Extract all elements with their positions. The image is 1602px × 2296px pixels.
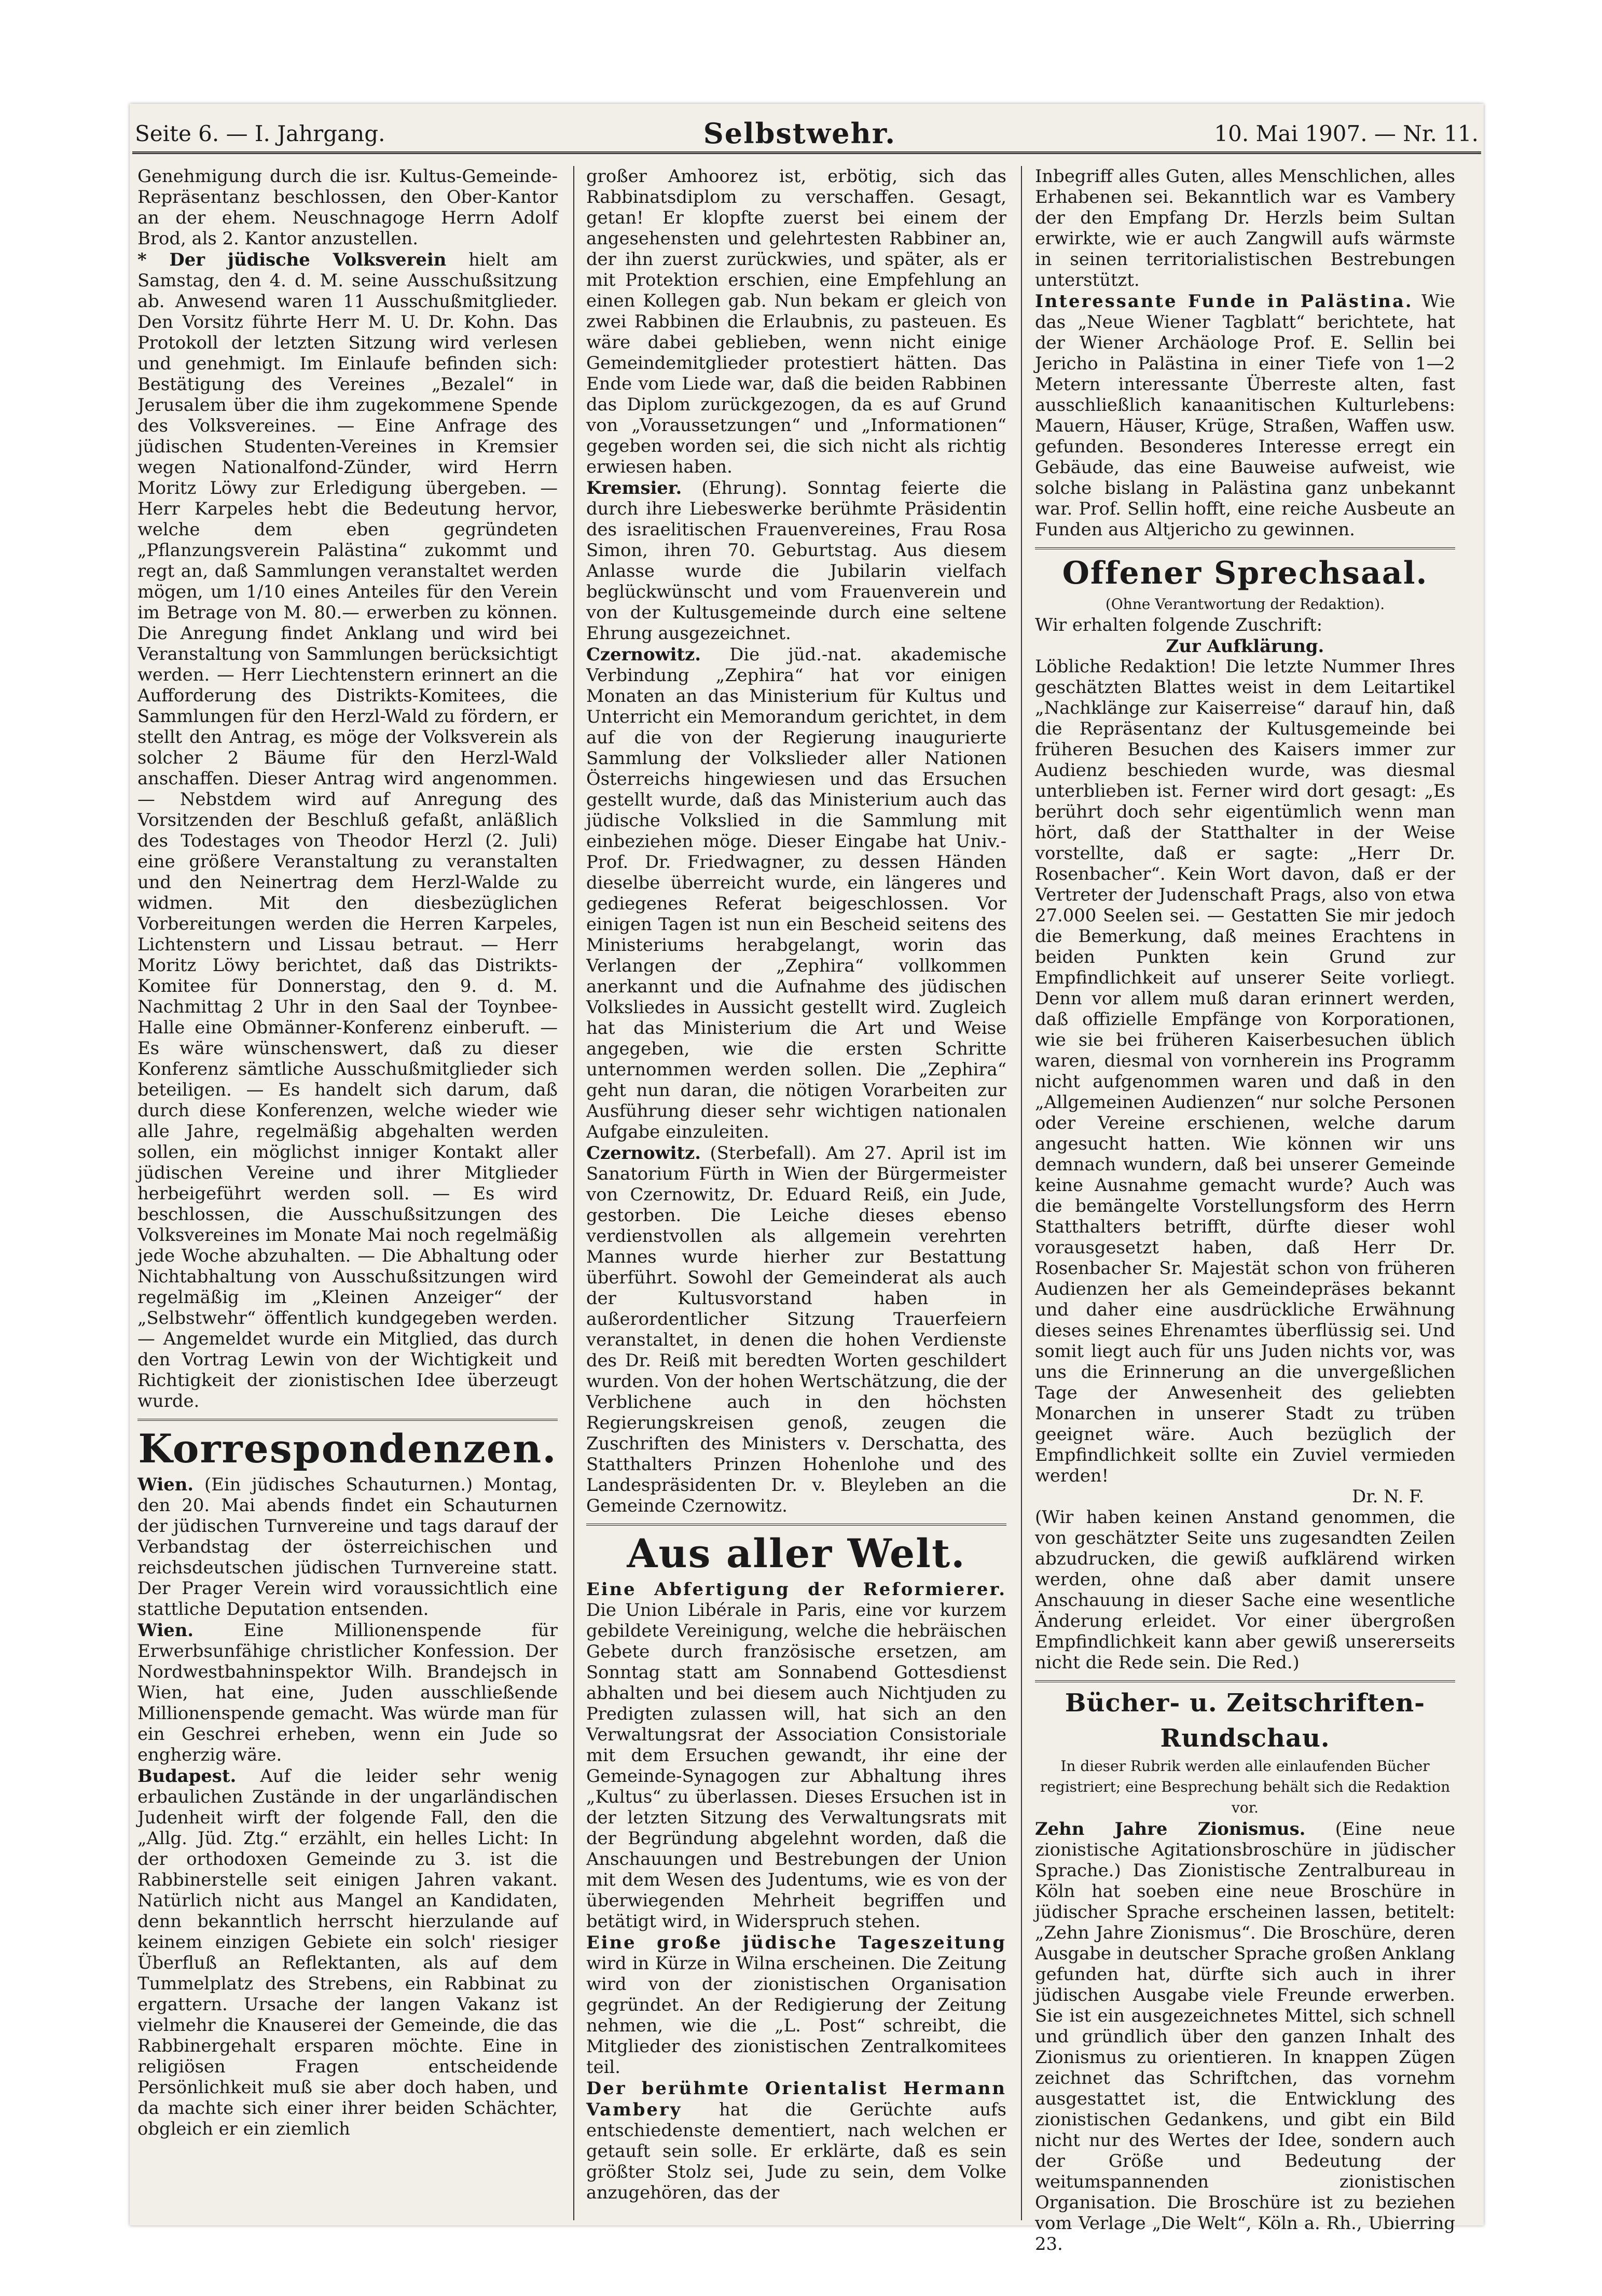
article-czernowitz-zephira xyxy=(586,644,1006,1142)
subtitle-sterbefall: (Sterbefall). xyxy=(710,1143,817,1163)
masthead-date-issue: 10. Mai 1907. — Nr. 11. xyxy=(1214,120,1479,146)
masthead-rule xyxy=(132,151,1481,154)
letter-title: Zur Aufklärung. xyxy=(1166,635,1324,656)
text-funde: Wie das „Neue Wiener Tagblatt“ berichtete, hat der Wiener Archäologe Prof. E. Sellin bei Jericho in Palästina in einer Tiefe von 1—2 Metern interessante Überreste alten, fast ausschließlich kanaanitischen Kulturlebens: Mauern, Häuser, Krüge, Straßen, Waffen usw. gefunden. Besonderes Interesse erregt ein Gebäude, das eine Bauweise aufweist, wie solche bislang in Palästina ganz unbekannt war. Prof. Sellin hofft, eine reiche Ausbeute an Funden aus Altjericho zu gewinnen. xyxy=(1035,291,1456,540)
letter-body: Löbliche Redaktion! Die letzte Nummer Ihres geschätzten Blattes weist in dem Leitartikel „Nachklänge zur Kaiserreise“ darauf hin, daß die Repräsentanz der Kultusgemeinde bei früheren Besuchen des Kaisers immer zur Audienz beschieden wurde, was diesmal unterblieben ist. Ferner wird dort gesagt: „Es berührt doch sehr eigentümlich wenn man hört, daß der Statthalter in der Weise vorstellte, daß er sagte: „Herr Dr. Rosenbacher“. Kein Wort davon, daß er der Vertreter der Judenschaft Prags, also von etwa 27.000 Seelen sei. — Gestatten Sie mir jedoch die Bemerkung, daß meines Erachtens in beiden Punkten kein Grund zur Empfindlichkeit auf unserer Seite vorliegt. Denn vor allem muß daran erinnert werden, daß offizielle Empfänge von Korporationen, wie sie bei früheren Kaiserbesuchen üblich waren, diesmal von vornherein ins Programm nicht aufgenommen waren und daß in den „Allgemeinen Audienzen“ nur solche Personen oder Vereine erschienen, welche darum angesucht hatten. Wie können wir uns demnach wundern, daß bei unserer Gemeinde keine Ausnahme gemacht wurde? Auch was die bemängelte Vorstellungsform des Herrn Statthalters betrifft, dürfte dieser wohl vorausgesetzt haben, daß Herr Dr. Rosenbacher Sr. Majestät schon von früheren Audienzen her als Gemeindepräses bekannt und daher eine ausdrückliche Erwähnung dieses seines Ehrenamtes überflüssig sei. Und somit liegt auch für uns Juden nichts vor, was uns die Erinnerung an die unvergeßlichen Tage der Anwesenheit des geliebten Monarchen in unserer Stadt zu trüben geeignet wäre. Auch bezüglich der Empfindlichkeit sollte ein Zuviel vermieden werden! xyxy=(1035,656,1455,1486)
article-wien-schauturnen xyxy=(137,1474,558,1620)
column-2 xyxy=(586,166,1006,2203)
column-1 xyxy=(137,166,558,2139)
subtitle-schauturnen: (Ein jüdisches Schauturnen.) xyxy=(204,1474,473,1495)
column-3 xyxy=(1035,166,1455,2254)
text-kremsier: Sonntag feierte die durch ihre Liebeswerke berühmte Präsidentin des israelitischen Frauenvereines, Frau Rosa Simon, ihren 70. Geburtstag. Aus diesem Anlasse wurde die Jubilarin vielfach beglückwünscht und vom Frauenverein und von der Kultusgemeinde durch eine seltene Ehrung ausgezeichnet. xyxy=(586,478,1007,643)
text-vambery: hat die Gerüchte aufs entschiedenste dementiert, nach welchen er getauft sein solle. Er erklärte, daß es sein größter Stolz sei, Jude zu sein, dem Volke anzugehören, das der xyxy=(586,2099,1006,2203)
subtitle-ehrung: (Ehrung). xyxy=(701,478,788,498)
article-wien-millionenspende xyxy=(137,1620,558,1765)
heading-buecher-rundschau: Bücher- u. Zeitschriften-Rundschau. xyxy=(1035,1680,1455,1756)
text-schauturnen: Montag, den 20. Mai abends findet ein Schauturnen der jüdischen Turnvereine und tags darauf der Verbandstag der österreichischen und reichsdeutschen jüdischen Turnvereine statt. Der Prager Verein wird voraussichtlich eine stattliche Deputation entsenden. xyxy=(137,1474,558,1619)
subtitle-reformierer: Eine Abfertigung der Reformierer. xyxy=(586,1579,1006,1599)
place-czernowitz-1: Czernowitz. xyxy=(586,644,701,665)
masthead xyxy=(135,114,1479,153)
editor-reply: (Wir haben keinen Anstand genommen, die von geschätzter Seite uns zugesandten Zeilen abzudrucken, die gewiß aufklärend wirken werden, ohne daß aber damit unsere Anschauung in dieser Sache eine wesentliche Änderung erleidet. Vor einer übergroßen Empfindlichkeit kann aber gewiß unsererseits nicht die Rede sein. Die Red.) xyxy=(1035,1507,1455,1672)
subtitle-funde: Interessante Funde in Palästina. xyxy=(1035,291,1413,311)
text-budapest: Auf die leider sehr wenig erbaulichen Zustände in der ungarländischen Judenheit wirft der folgende Fall, den die „Allg. Jüd. Ztg.“ erzählt, ein helles Licht: In der orthodoxen Gemeinde zu 3. ist die Rabbinerstelle seit einigen Jahren vakant. Natürlich nicht aus Mangel an Kandidaten, denn bekanntlich herrscht hierzulande auf keinem einzigen Gebiete ein solch' riesiger Überfluß an Reflektanten, als auf dem Tummelplatz des Strebens, ein Rabbinat zu ergattern. Ursache der langen Vakanz ist vielmehr die Knauserei der Gemeinde, die das Rabbinergehalt ersparen möchte. Eine in religiösen Fragen entscheidende Persönlichkeit muß sie aber doch haben, und da machte sich einer ihrer beiden Schächter, obgleich er ein ziemlich xyxy=(137,1766,558,2139)
text-zephira: Die jüd.-nat. akademische Verbindung „Zephira“ hat vor einigen Monaten an das Ministerium für Kultus und Unterricht ein Memorandum gerichtet, in dem auf die von der Regierung inaugurierte Sammlung der Volkslieder aller Nationen Österreichs hingewiesen und das Ersuchen gestellt wurde, daß das Ministerium auch das jüdische Volkslied in die Sammlung mit einbeziehen möge. Dieser Eingabe hat Univ.-Prof. Dr. Friedwagner, zu dessen Händen dieselbe überreicht wurde, ein längeres und gediegenes Referat beigeschlossen. Vor einigen Tagen ist nun ein Bescheid seitens des Ministeriums herabgelangt, worin das Verlangen der „Zephira“ vollkommen anerkannt und die Aufnahme des jüdischen Volksliedes in Aussicht gestellt wird. Zugleich hat das Ministerium die Art und Weise angegeben, wie die ersten Schritte unternommen werden sollen. Die „Zephira“ geht nun daran, die nötigen Vorarbeiten zur Ausführung dieser sehr wichtigen nationalen Aufgabe einzuleiten. xyxy=(586,644,1006,1142)
heading-offener-sprechsaal: Offener Sprechsaal. xyxy=(1035,547,1455,594)
article-volksverein-lead: * Der jüdische Volksverein xyxy=(137,249,447,270)
article-budapest xyxy=(137,1765,558,2139)
article-budapest-continued: großer Amhoorez ist, erbötig, sich das Rabbinatsdiplom zu verschaffen. Gesagt, getan! Er klopfte zuerst bei einem der angesehensten und gelehrtesten Rabbiner an, der ihn zuerst zurückwies, und später, als er mit Protektion erschien, eine Empfehlung an einen Kollegen gab. Nun bekam er gleich von zwei Rabbinen die Erlaubnis, zu pasteuen. Es wäre dabei geblieben, wenn nicht einige Gemeindemitglieder protestiert hätten. Das Ende vom Liede war, daß die beiden Rabbinen das Diplom zurückgezogen, da es auf Grund von „Voraussetzungen“ und „Informationen“ gegeben worden sei, die sich nicht als richtig erwiesen haben. xyxy=(586,166,1006,477)
article-reformierer xyxy=(586,1579,1006,1932)
text-sterbefall: Am 27. April ist im Sanatorium Fürth in Wien der Bürgermeister von Czernowitz, Dr. Eduard Reiß, ein Jude, gestorben. Die Leiche dieses ebenso verdienstvollen als allgemein verehrten Mannes wurde hierher zur Bestattung überführt. Sowohl der Gemeinderat als auch der Kultusvorstand haben in außerordentlicher Sitzung Trauerfeiern veranstaltet, in denen die hohen Verdienste des Dr. Reiß mit beredten Worten geschildert wurden. Von der hohen Wertschätzung, die der Verblichene auch in den höchsten Regierungskreisen genoß, zeugen die Zuschriften des Ministers v. Derschatta, des Statthalters Prinzen Hohenlohe und des Landespräsidenten Dr. v. Bleyleben an die Gemeinde Czernowitz. xyxy=(586,1143,1006,1516)
place-czernowitz-2: Czernowitz. xyxy=(586,1142,701,1163)
heading-korrespondenzen: Korrespondenzen. xyxy=(137,1419,558,1474)
article-funde xyxy=(1035,291,1455,540)
letter-intro: Wir erhalten folgende Zuschrift: xyxy=(1035,615,1323,635)
disclaimer-note: (Ohne Verantwortung der Redaktion). xyxy=(1105,596,1385,613)
subtitle-millionenspende: Eine Millionenspende für Erwerbsunfähige christlicher Konfession. xyxy=(137,1620,558,1661)
place-wien-2: Wien. xyxy=(137,1620,194,1640)
column-rule-2 xyxy=(1021,166,1022,2220)
article-volksverein-text: hielt am Samstag, den 4. d. M. seine Ausschußsitzung ab. Anwesend waren 11 Ausschußmitglieder. Den Vorsitz führte Herr M. U. Dr. Kohn. Das Protokoll der letzten Sitzung wird verlesen und genehmigt. Im Einlaufe befinden sich: Bestätigung des Vereines „Bezalel“ in Jerusalem über die ihm zugekommene Spende des Volksvereines. — Eine Anfrage des jüdischen Studenten-Vereines in Kremsier wegen Nationalfond-Zünder, wird Herrn Moritz Löwy zur Erledigung übergeben. — Herr Karpeles hebt die Bedeutung hervor, welche dem eben gegründeten „Pflanzungsverein Palästina“ zukommt und regt an, daß Sammlungen veranstaltet werden mögen, um 1/10 eines Anteiles für den Verein im Betrage von M. 80.— erwerben zu können. Die Anregung findet Anklang und wird bei Veranstaltung von Sammlungen berücksichtigt werden. — Herr Liechtenstern erinnert an die Aufforderung des Distrikts-Komitees, die Sammlungen für den Herzl-Wald zu fördern, er stellt den Antrag, es möge der Volksverein als solcher 2 Bäume für den Herzl-Wald anschaffen. Dieser Antrag wird angenommen. — Nebstdem wird auf Anregung des Vorsitzenden der Beschluß gefaßt, anläßlich des Todestages von Theodor Herzl (2. Juli) eine größere Veranstaltung zu veranstalten und den Neinertrag dem Herzl-Walde zu widmen. Mit den diesbezüglichen Vorbereitungen werden die Herren Karpeles, Lichtenstern und Lissau betraut. — Herr Moritz Löwy berichtet, daß das Distrikts-Komitee für Donnerstag, den 9. d. M. Nachmittag 2 Uhr in den Saal der Toynbee-Halle eine Obmänner-Konferenz einberuft. — Es wäre wünschenswert, daß zu dieser Konferenz sämtliche Ausschußmitglieder sich beteiligen. — Es handelt sich darum, daß durch diese Konferenzen, welche wieder wie alle Jahre, regelmäßig abgehalten werden sollen, ein möglichst inniger Kontakt aller jüdischen Vereine und ihrer Mitglieder herbeigeführt werden soll. — Es wird beschlossen, die Ausschußsitzungen des Volksvereines im Monate Mai noch regelmäßig jede Woche abzuhalten. — Die Abhaltung oder Nichtabhaltung von Ausschußsitzungen wird regelmäßig im „Kleinen Anzeiger“ der „Selbstwehr“ öffentlich kundgegeben werden. — Angemeldet wurde ein Mitglied, das durch den Vortrag Lewin von der Wichtigkeit und Richtigkeit der zionistischen Idee überzeugt wurde. xyxy=(137,250,558,1411)
article-tageszeitung xyxy=(586,1932,1006,2078)
text-millionenspende: Der Nordwestbahninspektor Wilh. Brandejsch in Wien, hat eine, Juden ausschließende Millionenspende gemacht. Was würde man für ein Geschrei erheben, wenn ein Jude so engherzig wäre. xyxy=(137,1641,558,1765)
masthead-page-info: Seite 6. — I. Jahrgang. xyxy=(135,120,385,146)
text-tageszeitung: wird in Kürze in Wilna erscheinen. Die Zeitung wird von der zionistischen Organisation gegründet. An der Redigierung der Zeitung nehmen, wie die „L. Post“ schreibt, die Mitglieder des zionistischen Zentralkomitees teil. xyxy=(586,1953,1006,2077)
masthead-title: Selbstwehr. xyxy=(703,117,896,150)
article-kantor: Genehmigung durch die isr. Kultus-Gemeinde-Repräsentanz beschlossen, den Ober-Kantor an der ehem. Neuschnagoge Herrn Adolf Brod, als 2. Kantor anzustellen. xyxy=(137,166,558,248)
letter-signature: Dr. N. F. xyxy=(1352,1486,1424,1506)
place-budapest: Budapest. xyxy=(137,1765,237,1786)
article-zehn-jahre xyxy=(1035,1818,1455,2254)
book-title-zehn-jahre: Zehn Jahre Zionismus. xyxy=(1035,1818,1306,1839)
heading-aus-aller-welt: Aus aller Welt. xyxy=(586,1524,1006,1579)
rubrik-note: In dieser Rubrik werden alle einlaufenden Bücher registriert; eine Besprechung behält sich die Redaktion vor. xyxy=(1040,1758,1451,1816)
article-czernowitz-sterbefall xyxy=(586,1142,1006,1516)
article-kremsier xyxy=(586,477,1006,644)
subtitle-tageszeitung: Eine große jüdische Tageszeitung xyxy=(586,1932,1006,1953)
article-vambery xyxy=(586,2078,1006,2203)
column-rule-1 xyxy=(573,166,574,2220)
place-wien-1: Wien. xyxy=(137,1474,194,1495)
subtitle-vambery: Der berühmte Orientalist Hermann Vambery xyxy=(586,2078,1006,2120)
article-vambery-continued: Inbegriff alles Guten, alles Menschlichen, alles Erhabenen sei. Bekanntlich war es Vambery der den Empfang Dr. Herzls beim Sultan erwirkte, wie er auch Zangwill aufs wärmste in seinen territorialistischen Bestrebungen unterstützt. xyxy=(1035,166,1455,290)
text-reformierer: Die Union Libérale in Paris, eine vor kurzem gebildete Vereinigung, welche die hebräischen Gebete durch französische ersetzen, am Sonntag statt am Sonnabend Gottesdienst abhalten und bei diesem auch Nichtjuden zu Predigten zulassen will, hat sich an den Verwaltungsrat der Association Consistoriale mit dem Ersuchen gewandt, ihr eine der Gemeinde-Synagogen zur Abhaltung ihres „Kultus“ zu überlassen. Dieses Ersuchen ist in der letzten Sitzung des Verwaltungsrats mit der Begründung abgelehnt worden, daß die Anschauungen und Bestrebungen der Union mit dem Wesen des Judentums, wie es von der überwiegenden Mehrheit begriffen und betätigt wird, in Widerspruch stehen. xyxy=(586,1600,1006,1931)
place-kremsier: Kremsier. xyxy=(586,477,682,498)
article-volksverein xyxy=(137,249,558,1412)
text-zehn-jahre: (Eine neue zionistische Agitationsbroschüre in jüdischer Sprache.) Das Zionistische Zentralbureau in Köln hat soeben eine neue Broschüre in jüdischer Sprache erscheinen lassen, betitelt: „Zehn Jahre Zionismus“. Die Broschüre, deren Ausgabe in deutscher Sprache großen Anklang gefunden hat, dürfte sich auch in ihrer jüdischen Ausgabe viele Freunde erwerben. Sie ist ein ausgezeichnetes Mittel, sich schnell und gründlich über den ganzen Inhalt des Zionismus zu orientieren. In knappen Zügen zeichnet das Schriftchen, das vornehm ausgestattet ist, die Entwicklung des zionistischen Gedankens, und gibt ein Bild nicht nur des Wertes der Idee, sondern auch der Größe und Bedeutung der weitumspannenden zionistischen Organisation. Die Broschüre ist zu beziehen vom Verlage „Die Welt“, Köln a. Rh., Ubierring 23. xyxy=(1035,1819,1456,2254)
